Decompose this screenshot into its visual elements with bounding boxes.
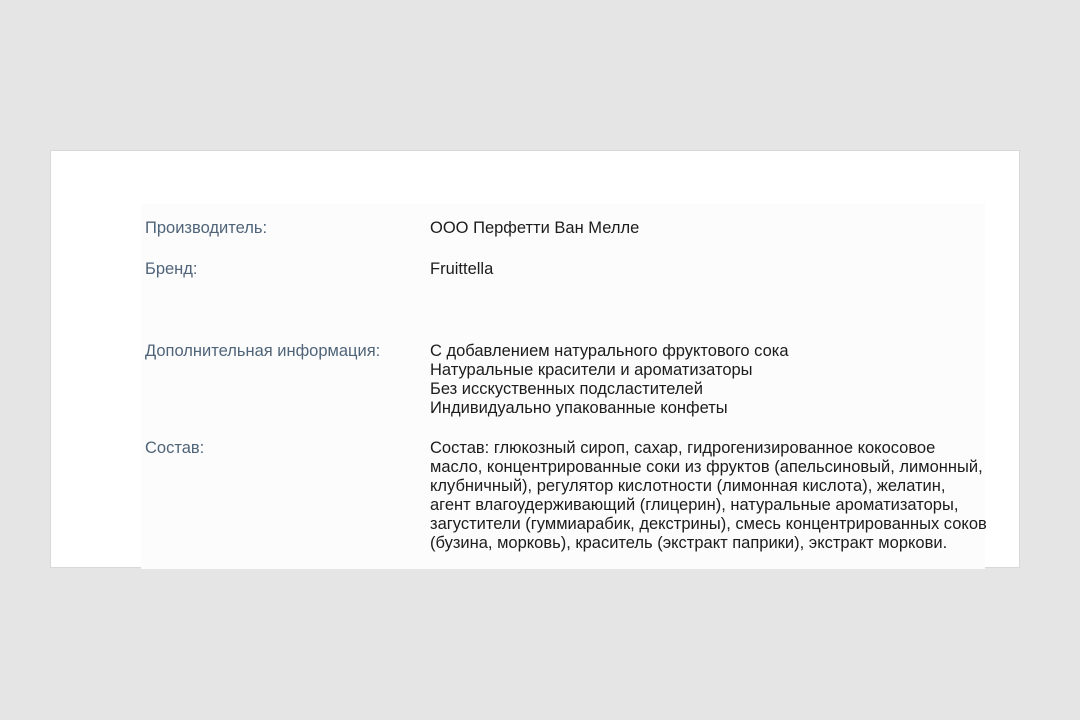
additional-info-line: Натуральные красители и ароматизаторы [430, 361, 753, 379]
composition-line: масло, концентрированные соки из фруктов (апельсиновый, лимонный, [430, 458, 983, 476]
composition-value [430, 439, 985, 553]
composition-line: загустители (гуммиарабик, декстрины), смесь концентрированных соков [430, 515, 987, 533]
brand-value: Fruittella [430, 260, 494, 278]
brand-label: Бренд: [145, 260, 198, 278]
product-properties-table [141, 204, 985, 569]
composition-line: (бузина, морковь), краситель (экстракт паприки), экстракт моркови. [430, 534, 948, 552]
additional-info-value [430, 342, 985, 418]
composition-line: Состав: глюкозный сироп, сахар, гидрогенизированное кокосовое [430, 439, 936, 457]
additional-info-line: Индивидуально упакованные конфеты [430, 399, 728, 417]
additional-info-line: С добавлением натурального фруктового сока [430, 342, 789, 360]
composition-label: Состав: [145, 439, 205, 457]
additional-info-line: Без исскуственных подсластителей [430, 380, 703, 398]
composition-line: агент влагоудерживающий (глицерин), натуральные ароматизаторы, [430, 496, 959, 514]
manufacturer-value: ООО Перфетти Ван Мелле [430, 219, 640, 237]
product-details-card [50, 150, 1020, 568]
additional-info-label: Дополнительная информация: [145, 342, 381, 360]
manufacturer-label: Производитель: [145, 219, 268, 237]
composition-line: клубничный), регулятор кислотности (лимонная кислота), желатин, [430, 477, 946, 495]
